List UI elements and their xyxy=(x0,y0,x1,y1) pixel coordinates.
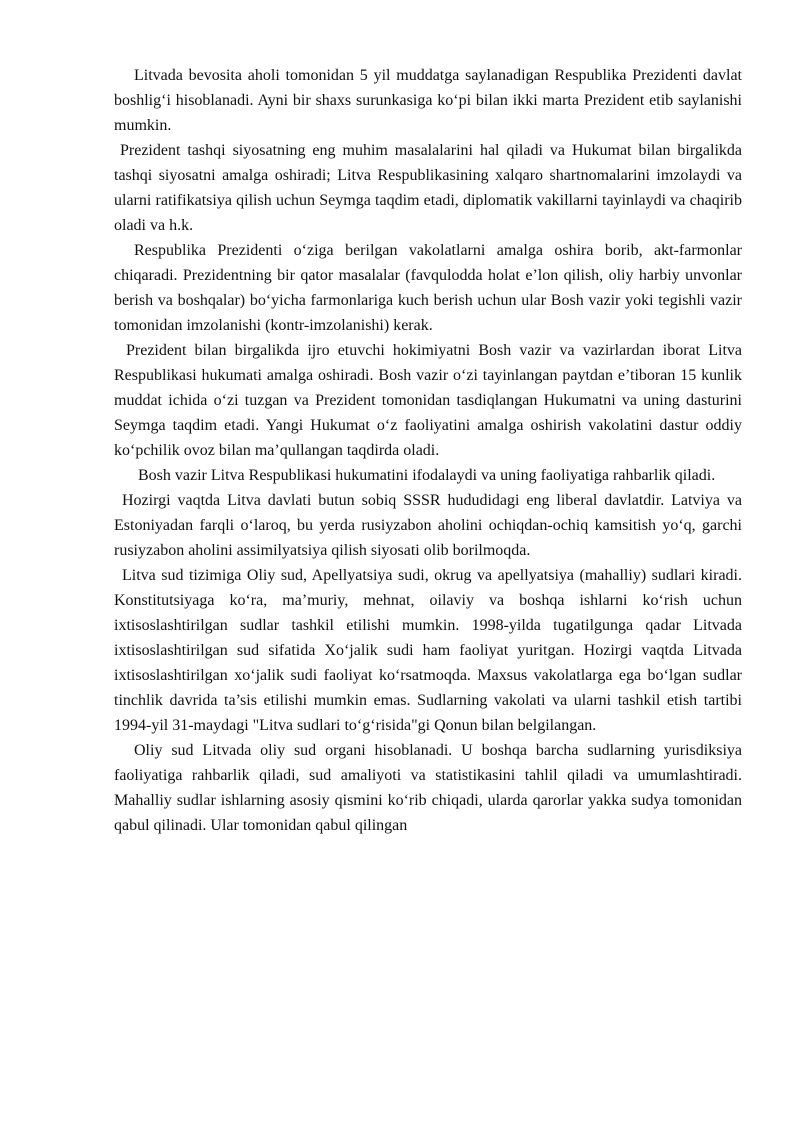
paragraph-liberal-state: Hozirgi vaqtda Litva davlati butun sobiq SSSR hududidagi eng liberal davlatdir. Latviya va Estoniyadan farqli o‘laroq, bu yerda rusiyzabon aholini ochiqdan-ochiq kamsitish yo‘q, garchi rusiyzabon aholini assimilyatsiya qilish siyosati olib borilmoqda. xyxy=(114,492,742,559)
paragraph-government: Prezident bilan birgalikda ijro etuvchi hokimiyatni Bosh vazir va vazirlardan iborat Litva Respublikasi hukumati amalga oshiradi. Bosh vazir o‘zi tayinlangan paytdan e’tiboran 15 kunlik muddat ichida o‘zi tuzgan va Prezident tomonidan tasdiqlangan Hukumatni va uning dasturini Seymga taqdim etadi. Yangi Hukumat o‘z faoliyatini amalga oshirish vakolatini dastur oddiy ko‘pchilik ovoz bilan ma’qullangan taqdirda oladi. xyxy=(114,342,742,459)
paragraph-president-decrees: Respublika Prezidenti o‘ziga berilgan vakolatlarni amalga oshira borib, akt-farmonlar chiqaradi. Prezidentning bir qator masalalar (favqulodda holat e’lon qilish, oliy harbiy unvonlar berish va boshqalar) bo‘yicha farmonlariga kuch berish uchun ular Bosh vazir yoki tegishli vazir tomonidan imzolanishi (kontr-imzolanishi) kerak. xyxy=(114,242,742,334)
paragraph-president-election: Litvada bevosita aholi tomonidan 5 yil muddatga saylanadigan Respublika Prezidenti davlat boshlig‘i hisoblanadi. Ayni bir shaxs surunkasiga ko‘pi bilan ikki marta Prezident etib saylanishi mumkin. xyxy=(114,67,742,134)
paragraph-court-system: Litva sud tizimiga Oliy sud, Apellyatsiya sudi, okrug va apellyatsiya (mahalliy) sudlari kiradi. Konstitutsiyaga ko‘ra, ma’muriy, mehnat, oilaviy va boshqa ishlarni ko‘rish uchun ixtisoslashtirilgan sudlar tashkil etilishi mumkin. 1998-yilda tugatilgunga qadar Litvada ixtisoslashtirilgan sud sifatida Xo‘jalik sudi ham faoliyat yuritgan. Hozirgi vaqtda Litvada ixtisoslashtirilgan xo‘jalik sudi faoliyat ko‘rsatmoqda. Maxsus vakolatlarga ega bo‘lgan sudlar tinchlik davrida ta’sis etilishi mumkin emas. Sudlarning vakolati va ularni tashkil etish tartibi 1994-yil 31-maydagi "Litva sudlari to‘g‘risida"gi Qonun bilan belgilangan. xyxy=(114,567,742,734)
paragraph-supreme-court: Oliy sud Litvada oliy sud organi hisoblanadi. U boshqa barcha sudlarning yurisdiksiya faoliyatiga rahbarlik qiladi, sud amaliyoti va statistikasini tahlil qiladi va umumlashtiradi. Mahalliy sudlar ishlarning asosiy qismini ko‘rib chiqadi, ularda qarorlar yakka sudya tomonidan qabul qilinadi. Ular tomonidan qabul qilingan xyxy=(114,742,742,834)
paragraph-prime-minister: Bosh vazir Litva Respublikasi hukumatini ifodalaydi va uning faoliyatiga rahbarlik qiladi. xyxy=(138,467,716,484)
paragraph-foreign-policy: Prezident tashqi siyosatning eng muhim masalalarini hal qiladi va Hukumat bilan birgalikda tashqi siyosatni amalga oshiradi; Litva Respublikasining xalqaro shartnomalarini imzolaydi va ularni ratifikatsiya qilish uchun Seymga taqdim etadi, diplomatik vakillarni tayinlaydi va chaqirib oladi va h.k. xyxy=(114,142,742,234)
document-page xyxy=(114,63,742,838)
